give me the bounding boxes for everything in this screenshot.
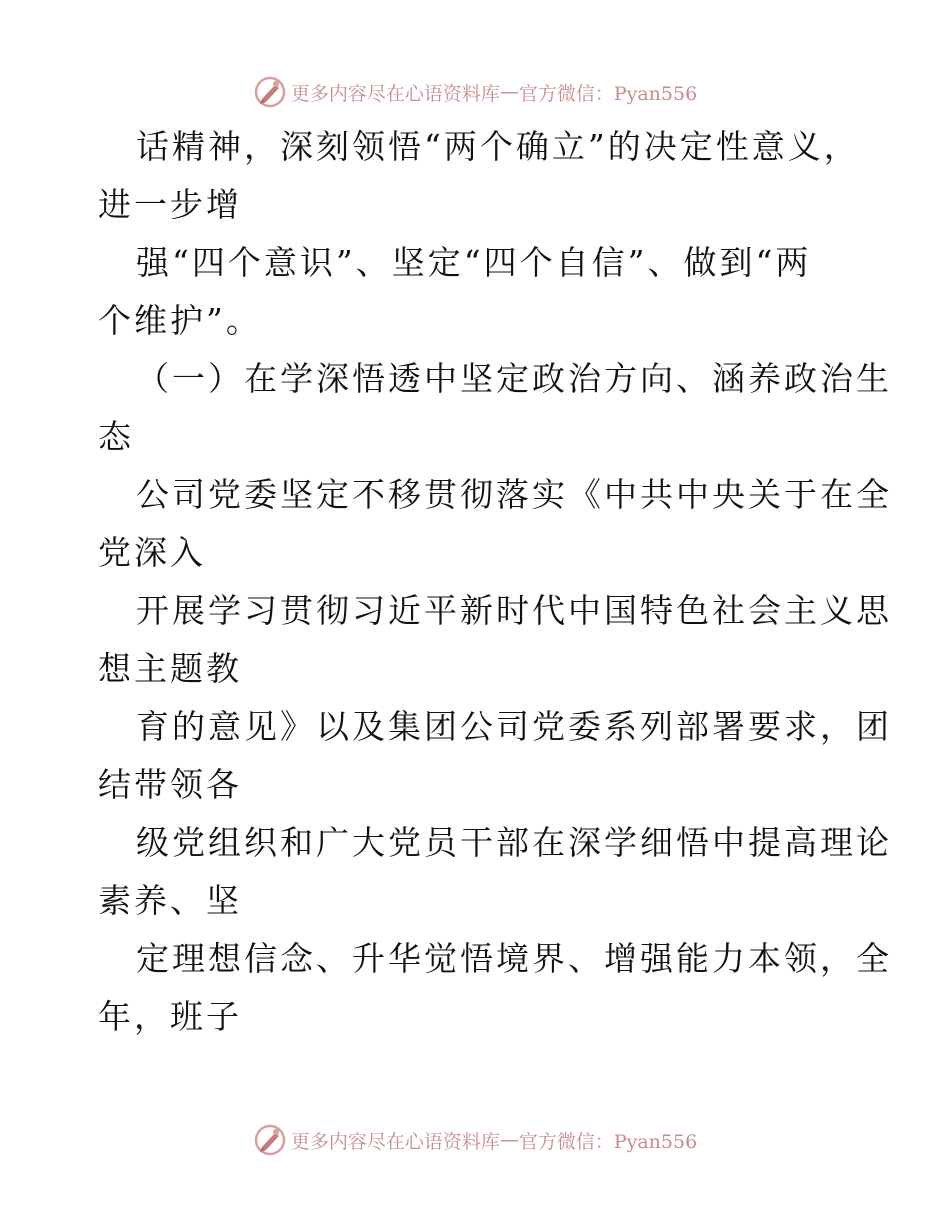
text-line: 级党组织和广大党员干部在深学细悟中提高理论 [136,823,892,862]
text-line: 想主题教 [98,649,242,688]
pen-logo-icon [253,1123,287,1157]
text-line: 结带领各 [98,765,242,804]
footer-watermark [0,1120,950,1160]
watermark-text: 更多内容尽在心语资料库 [290,82,500,105]
text-line: 开展学习贯彻习近平新时代中国特色社会主义思 [136,591,892,630]
watermark-contact: 官方微信：Pyan556 [518,82,698,105]
text-line: 公司党委坚定不移贯彻落实《中共中央关于在全 [136,475,892,514]
text-line: （一）在学深悟透中坚定政治方向、涵养政治生 [136,359,892,398]
watermark-separator: — [499,1129,519,1151]
text-line: 育的意见》以及集团公司党委系列部署要求，团 [136,707,892,746]
text-line: 年，班子 [98,997,242,1036]
watermark-separator: — [499,81,519,103]
text-line: 话精神，深刻领悟“两个确立”的决定性意义， [136,127,860,166]
pen-logo-icon [253,75,287,109]
text-line: 素养、坚 [98,881,242,920]
document-body [98,118,892,1046]
text-line: 个维护”。 [98,301,262,340]
text-line: 进一步增 [98,185,242,224]
text-line: 党深入 [98,533,206,572]
text-line: 定理想信念、升华觉悟境界、增强能力本领，全 [136,939,892,978]
watermark-text: 更多内容尽在心语资料库 [290,1130,500,1153]
text-line: 态 [98,417,134,456]
text-line: 强“四个意识”、坚定“四个自信”、做到“两 [136,243,812,282]
header-watermark [0,72,950,112]
watermark-contact: 官方微信：Pyan556 [518,1130,698,1153]
